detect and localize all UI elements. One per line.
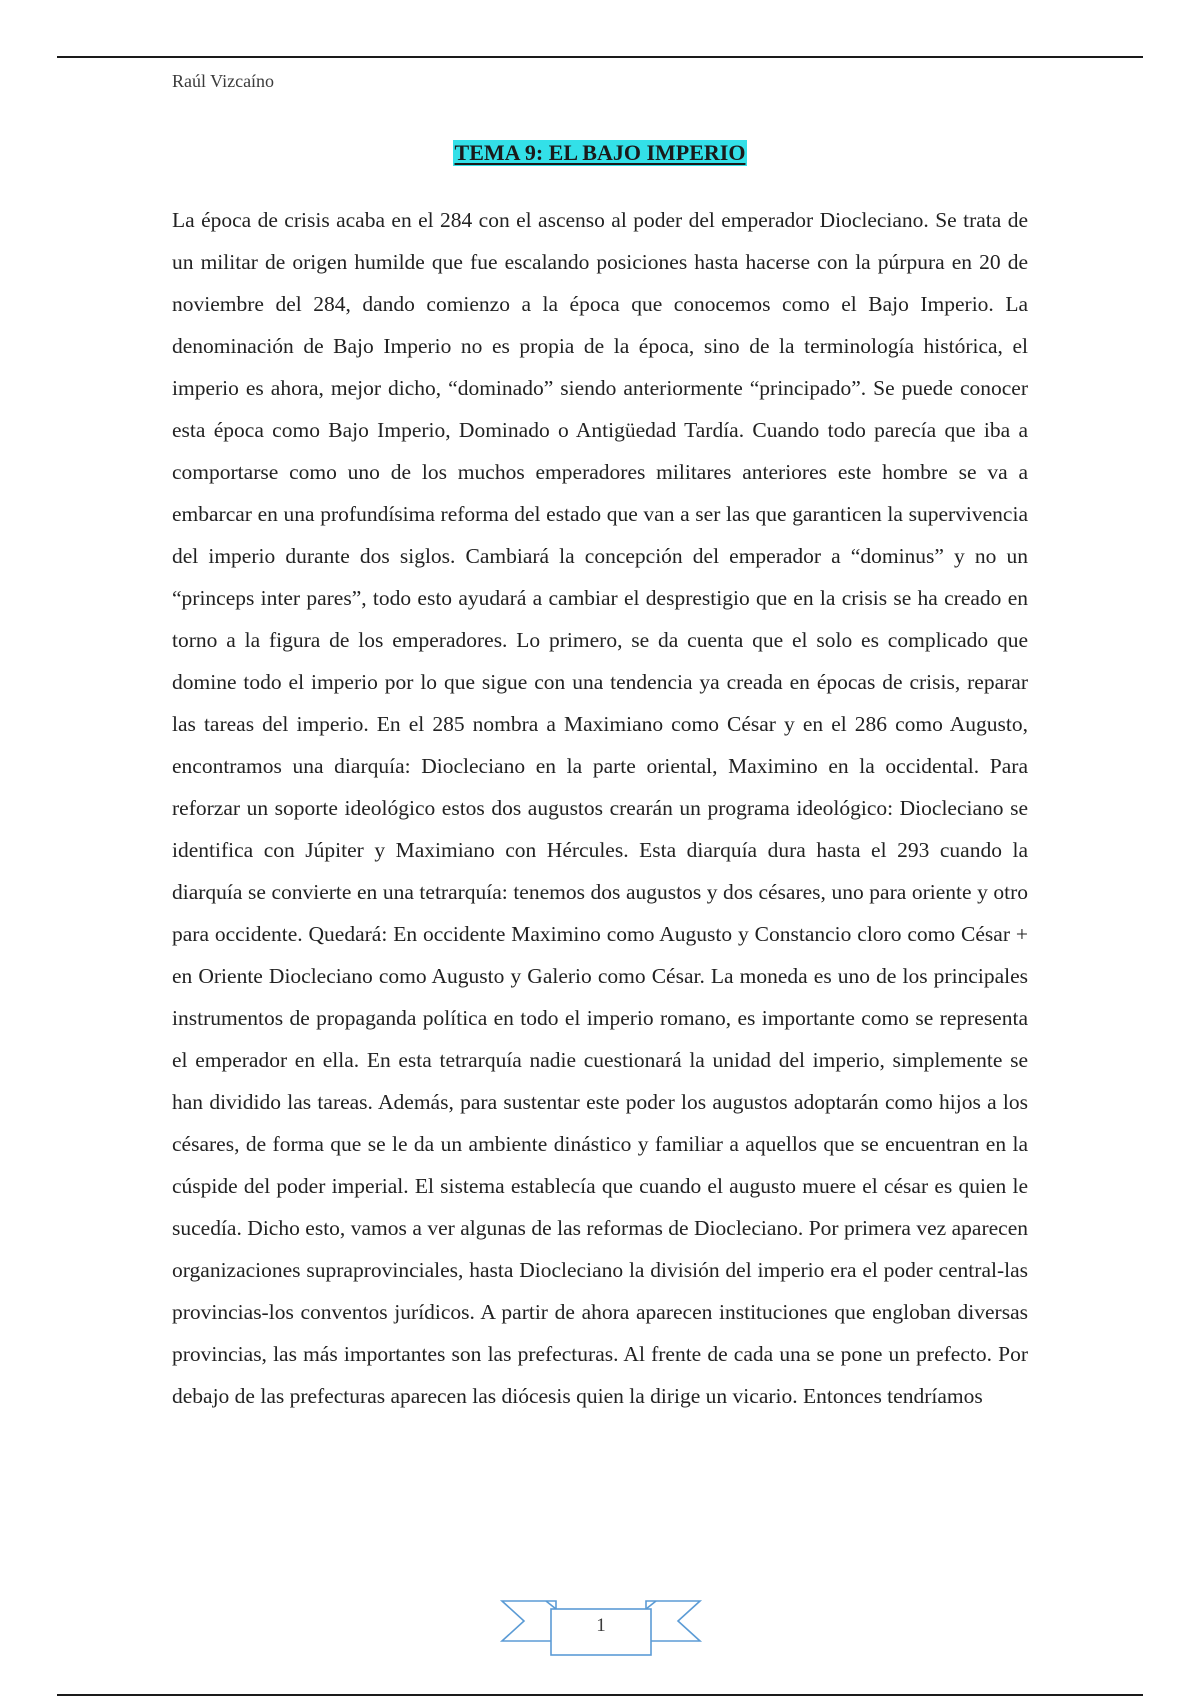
page-number: 1: [596, 1615, 606, 1636]
footer-rule: [57, 1694, 1143, 1696]
page-footer: [498, 1597, 704, 1659]
header-rule: [57, 56, 1143, 58]
title-container: [0, 140, 1200, 166]
body-paragraph: La época de crisis acaba en el 284 con el ascenso al poder del emperador Diocleciano. Se trata de un militar de origen humilde que fue escalando posiciones hasta hacerse con la púrpura en 20 de noviembre del 284, dando comienzo a la época que conocemos como el Bajo Imperio. La denominación de Bajo Imperio no es propia de la época, sino de la terminología histórica, el imperio es ahora, mejor dicho, “dominado” siendo anteriormente “principado”. Se puede conocer esta época como Bajo Imperio, Dominado o Antigüedad Tardía. Cuando todo parecía que iba a comportarse como uno de los muchos emperadores militares anteriores este hombre se va a embarcar en una profundísima reforma del estado que van a ser las que garanticen la supervivencia del imperio durante dos siglos. Cambiará la concepción del emperador a “dominus” y no un “princeps inter pares”, todo esto ayudará a cambiar el desprestigio que en la crisis se ha creado en torno a la figura de los emperadores. Lo primero, se da cuenta que el solo es complicado que domine todo el imperio por lo que sigue con una tendencia ya creada en épocas de crisis, reparar las tareas del imperio. En el 285 nombra a Maximiano como César y en el 286 como Augusto, encontramos una diarquía: Diocleciano en la parte oriental, Maximino en la occidental. Para reforzar un soporte ideológico estos dos augustos crearán un programa ideológico: Diocleciano se identifica con Júpiter y Maximiano con Hércules. Esta diarquía dura hasta el 293 cuando la diarquía se convierte en una tetrarquía: tenemos dos augustos y dos césares, uno para oriente y otro para occidente. Quedará: En occidente Maximino como Augusto y Constancio cloro como César + en Oriente Diocleciano como Augusto y Galerio como César. La moneda es uno de los principales instrumentos de propaganda política en todo el imperio romano, es importante como se representa el emperador en ella. En esta tetrarquía nadie cuestionará la unidad del imperio, simplemente se han dividido las tareas. Además, para sustentar este poder los augustos adoptarán como hijos a los césares, de forma que se le da un ambiente dinástico y familiar a aquellos que se encuentran en la cúspide del poder imperial. El sistema establecía que cuando el augusto muere el césar es quien le sucedía. Dicho esto, vamos a ver algunas de las reformas de Diocleciano. Por primera vez aparecen organizaciones supraprovinciales, hasta Diocleciano la división del imperio era el poder central-las provincias-los conventos jurídicos. A partir de ahora aparecen instituciones que engloban diversas provincias, las más importantes son las prefecturas. Al frente de cada una se pone un prefecto. Por debajo de las prefecturas aparecen las diócesis quien la dirige un vicario. Entonces tendríamos: [172, 208, 1028, 1408]
document-title: TEMA 9: EL BAJO IMPERIO: [454, 140, 746, 165]
header-author: Raúl Vizcaíno: [172, 71, 275, 91]
